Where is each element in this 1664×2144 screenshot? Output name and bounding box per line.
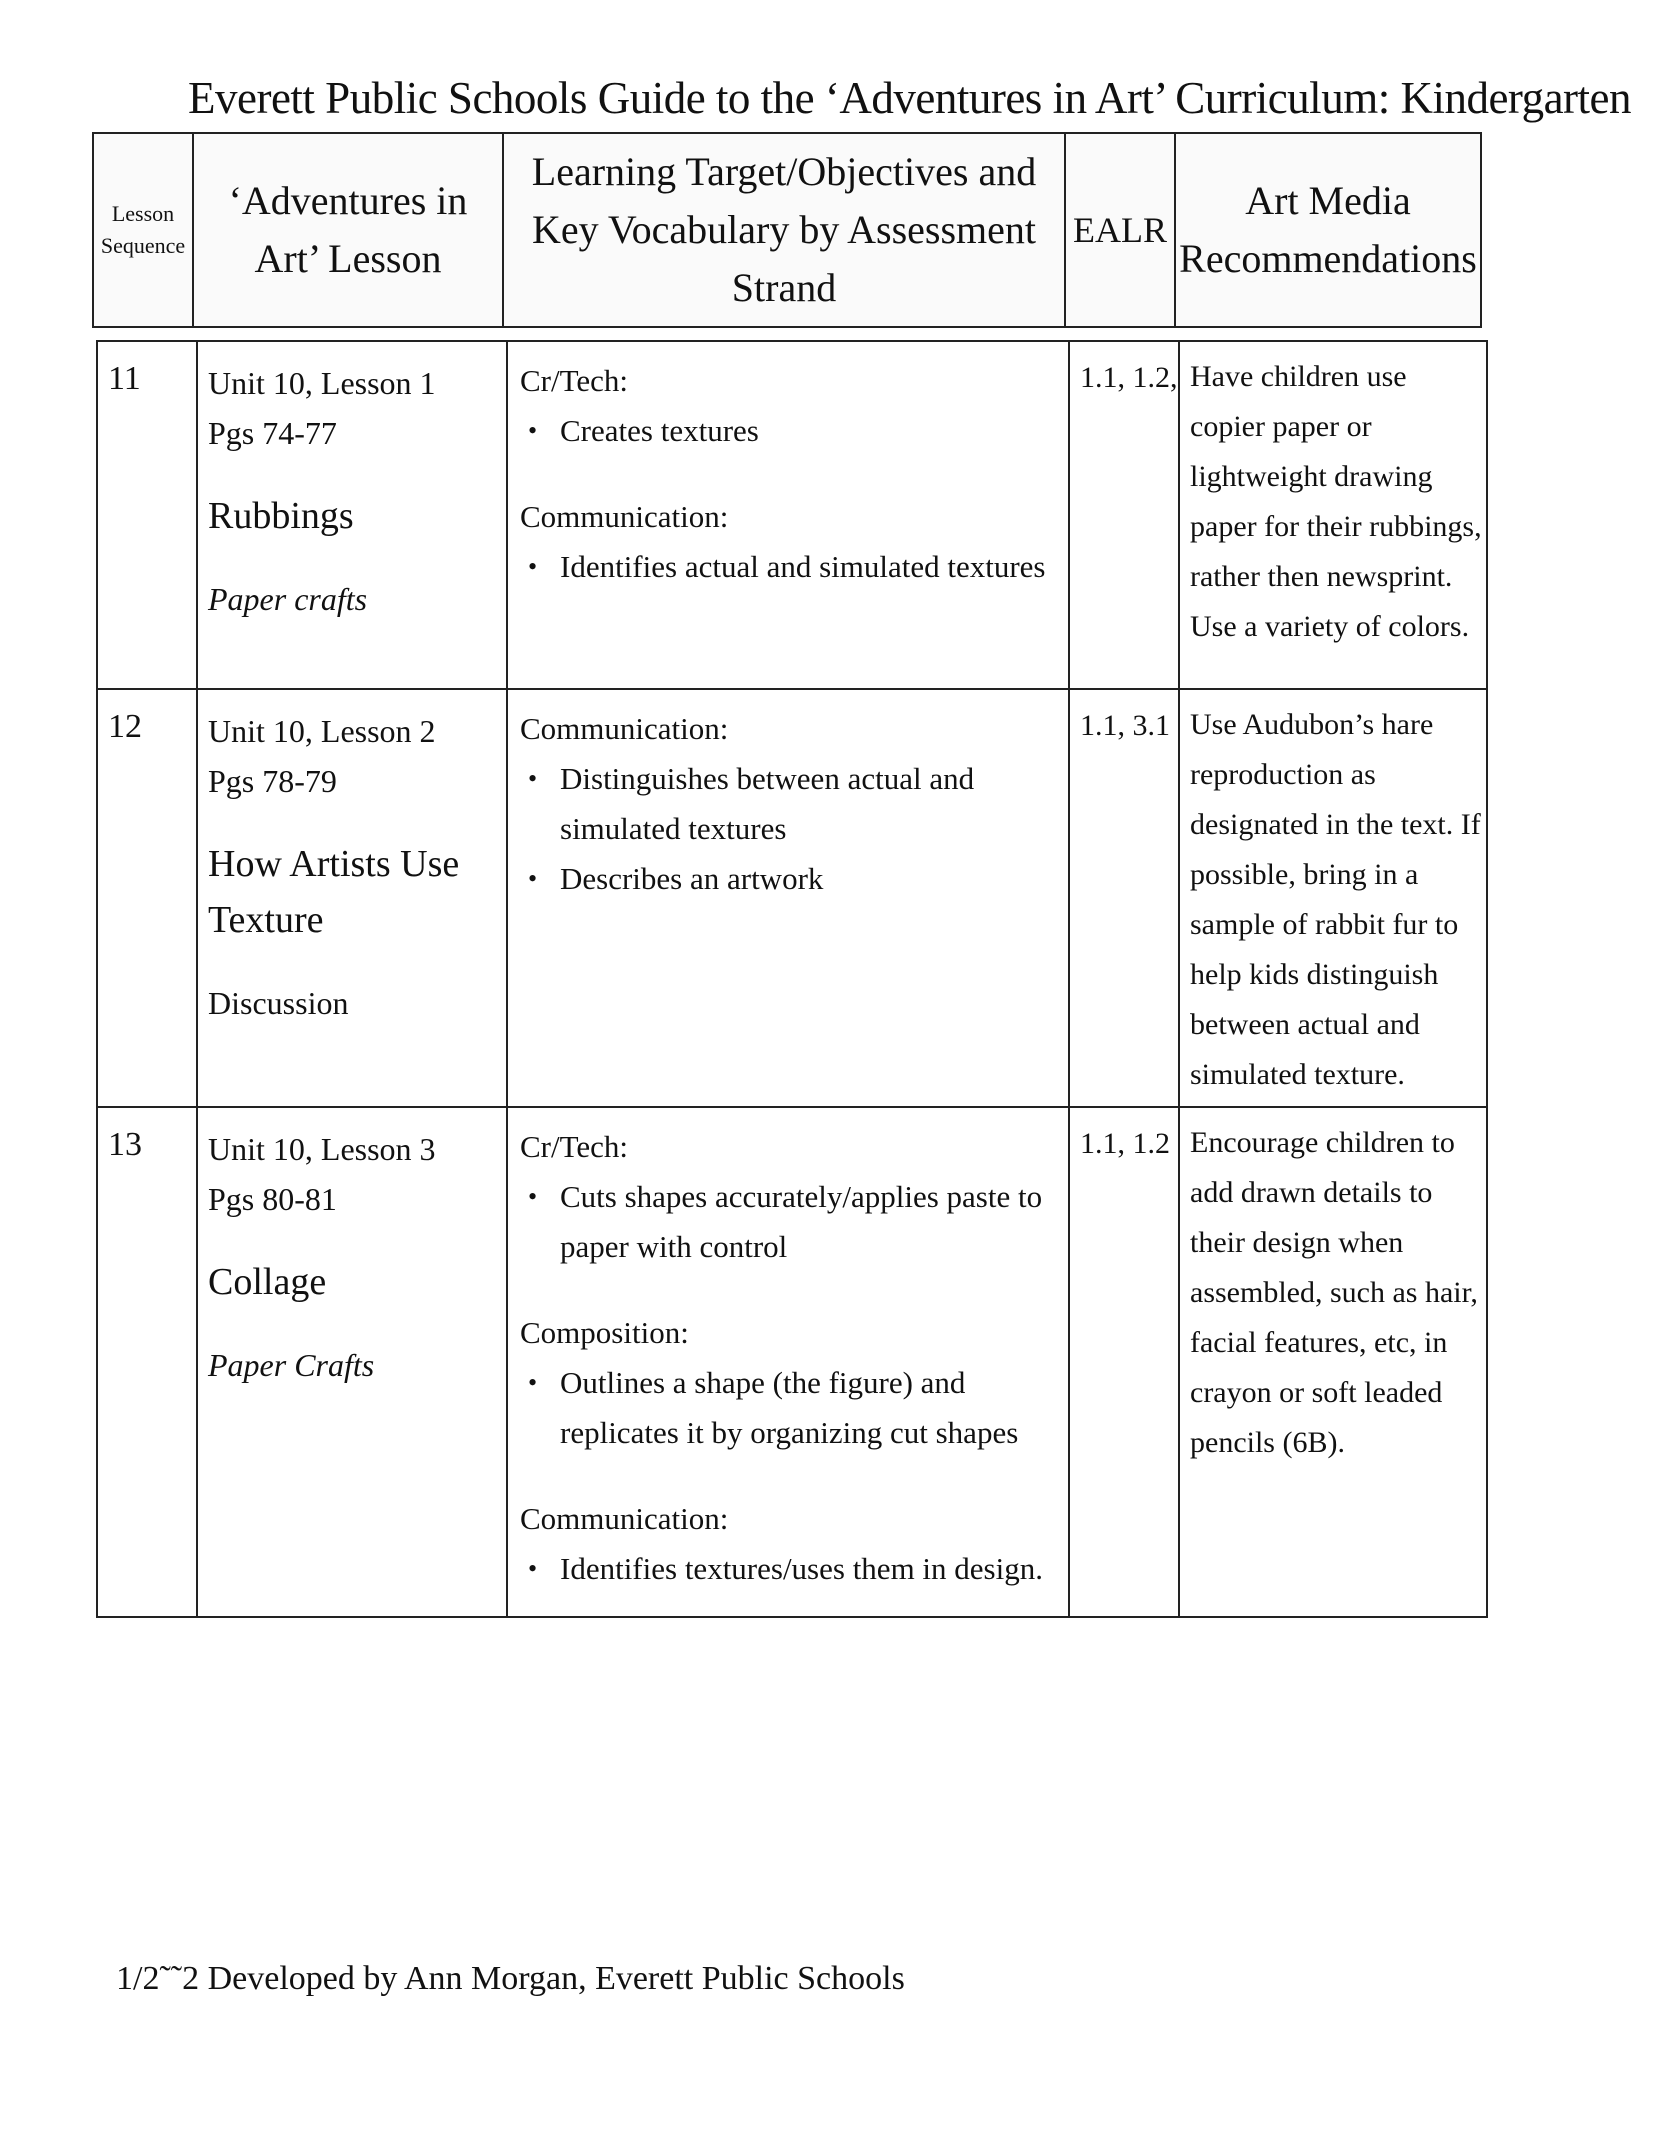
objective-item: • Creates textures <box>560 406 1068 456</box>
objective-item: • Describes an artwork <box>560 854 1068 904</box>
lesson-title: How Artists Use Texture <box>208 843 460 941</box>
assessment-strand <box>520 1308 1068 1458</box>
lesson-cell <box>197 689 507 1107</box>
strand-name: Communication: <box>520 1501 729 1536</box>
table-row <box>97 341 1487 689</box>
lesson-sequence: 13 <box>97 1107 197 1617</box>
media-recommendation: Encourage children to add drawn details to their design when assembled, such as hair, facial features, etc, in crayon or soft leaded pencils (6B). <box>1179 1107 1487 1617</box>
lesson-media-type: Discussion <box>208 985 349 1021</box>
page-title: Everett Public Schools Guide to the ‘Adventures in Art’ Curriculum: Kindergarten <box>188 73 1632 123</box>
pages-label: Pgs 74-77 <box>208 415 337 451</box>
table-row <box>97 1107 1487 1617</box>
lesson-title: Rubbings <box>208 495 354 537</box>
unit-label: Unit 10, Lesson 1 <box>208 365 436 401</box>
ealr-cell: 1.1, 3.1 <box>1069 689 1179 1107</box>
objective-item: • Cuts shapes accurately/applies paste to paper with control <box>560 1172 1068 1272</box>
lesson-table <box>96 340 1488 1618</box>
assessment-strand <box>520 1122 1068 1272</box>
unit-label: Unit 10, Lesson 2 <box>208 713 436 749</box>
objectives-cell <box>507 341 1069 689</box>
pages-label: Pgs 78-79 <box>208 763 337 799</box>
objective-item: • Outlines a shape (the figure) and replicates it by organizing cut shapes <box>560 1358 1068 1458</box>
lesson-sequence: 11 <box>97 341 197 689</box>
objective-item: • Identifies actual and simulated textures <box>560 542 1068 592</box>
strand-name: Cr/Tech: <box>520 363 629 398</box>
lesson-cell <box>197 341 507 689</box>
lesson-title: Collage <box>208 1261 327 1303</box>
objectives-cell <box>507 689 1069 1107</box>
assessment-strand <box>520 704 1068 904</box>
lesson-media-type: Paper Crafts <box>208 1347 375 1383</box>
objective-item: • Distinguishes between actual and simulated textures <box>560 754 1068 854</box>
lesson-cell <box>197 1107 507 1617</box>
strand-name: Cr/Tech: <box>520 1129 629 1164</box>
header-target: Learning Target/Objectives and Key Vocabulary by Assessment Strand <box>504 134 1066 326</box>
table-row <box>97 689 1487 1107</box>
objectives-cell <box>507 1107 1069 1617</box>
table-header <box>92 132 1482 328</box>
header-media: Art Media Recommendations <box>1179 178 1477 281</box>
footer-credit: 1/2˜˜2 Developed by Ann Morgan, Everett Public Schools <box>116 1960 905 1997</box>
objective-item: • Identifies textures/uses them in design. <box>560 1544 1068 1594</box>
strand-name: Composition: <box>520 1315 689 1350</box>
assessment-strand <box>520 1494 1068 1594</box>
strand-name: Communication: <box>520 711 729 746</box>
header-ealr: EALR <box>1066 134 1176 326</box>
media-recommendation: Use Audubon’s hare reproduction as designated in the text. If possible, bring in a sample of rabbit fur to help kids distinguish between actual and simulated texture. <box>1179 689 1487 1107</box>
lesson-media-type: Paper crafts <box>208 581 368 617</box>
assessment-strand <box>520 356 1068 456</box>
ealr-cell: 1.1, 1.2 <box>1069 1107 1179 1617</box>
header-sequence: Lesson Sequence <box>94 134 194 326</box>
strand-name: Communication: <box>520 499 729 534</box>
lesson-sequence: 12 <box>97 689 197 1107</box>
header-lesson: ‘Adventures in Art’ Lesson <box>194 134 504 326</box>
pages-label: Pgs 80-81 <box>208 1181 337 1217</box>
ealr-cell: 1.1, 1.2, <box>1069 341 1179 689</box>
assessment-strand <box>520 492 1068 592</box>
media-recommendation: Have children use copier paper or lightweight drawing paper for their rubbings, rather then newsprint. Use a variety of colors. <box>1179 341 1487 689</box>
unit-label: Unit 10, Lesson 3 <box>208 1131 436 1167</box>
